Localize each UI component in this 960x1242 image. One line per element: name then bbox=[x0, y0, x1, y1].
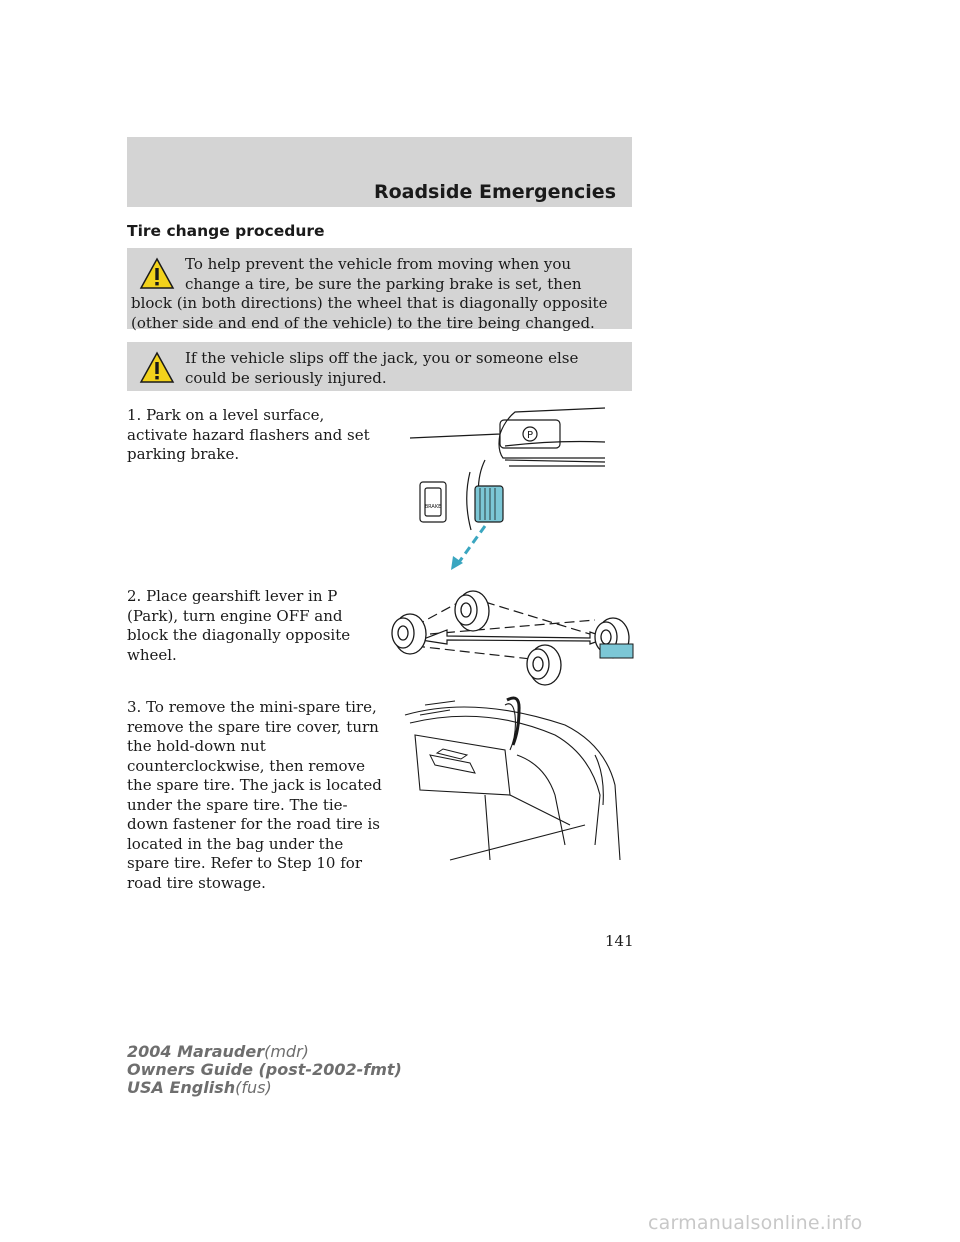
trunk-jack-illustration bbox=[395, 695, 630, 865]
parking-brake-illustration bbox=[405, 400, 615, 572]
page-header-title: Roadside Emergencies bbox=[373, 181, 616, 203]
footer-language-code: (fus) bbox=[235, 1078, 272, 1097]
warning-text: If the vehicle slips off the jack, you or someone else could be seriously injured. bbox=[185, 349, 579, 387]
footer-model-code: (mdr) bbox=[264, 1042, 309, 1061]
page-number: 141 bbox=[605, 932, 634, 950]
warning-text: To help prevent the vehicle from moving when you change a tire, be sure the parking brake is set, then block (in both directions) the wheel that is diagonally opposite (other side and end of the vehicle) to the tire being changed. bbox=[131, 255, 608, 332]
warning-triangle-icon bbox=[139, 351, 175, 385]
footer-guide: Owners Guide (post-2002-fmt) bbox=[127, 1060, 402, 1079]
step-text: 1. Park on a level surface, activate hazard flashers and set parking brake. bbox=[127, 406, 370, 463]
footer bbox=[127, 1043, 402, 1097]
footer-language: USA English bbox=[127, 1078, 236, 1097]
wheel-block-illustration bbox=[385, 586, 637, 688]
warning-box bbox=[127, 248, 632, 332]
section-title: Tire change procedure bbox=[127, 222, 325, 240]
parking-brake-label: P bbox=[526, 430, 534, 441]
warning-box bbox=[127, 342, 632, 391]
step-text: 2. Place gearshift lever in P (Park), turn engine OFF and block the diagonally opposite wheel. bbox=[127, 587, 351, 664]
watermark: carmanualsonline.info bbox=[648, 1212, 863, 1234]
warning-triangle-icon bbox=[139, 257, 175, 291]
step-text: 3. To remove the mini-spare tire, remove the spare tire cover, turn the hold-down nut counterclockwise, then remove the spare tire. The jack is located under the spare tire. The tie-down fastener for the road tire is located in the bag under the spare tire. Refer to Step 10 for road tire stowage. bbox=[127, 698, 382, 892]
header-band bbox=[127, 137, 632, 207]
brake-release-label: BRAKE bbox=[424, 504, 442, 510]
footer-model: 2004 Marauder bbox=[127, 1042, 265, 1061]
